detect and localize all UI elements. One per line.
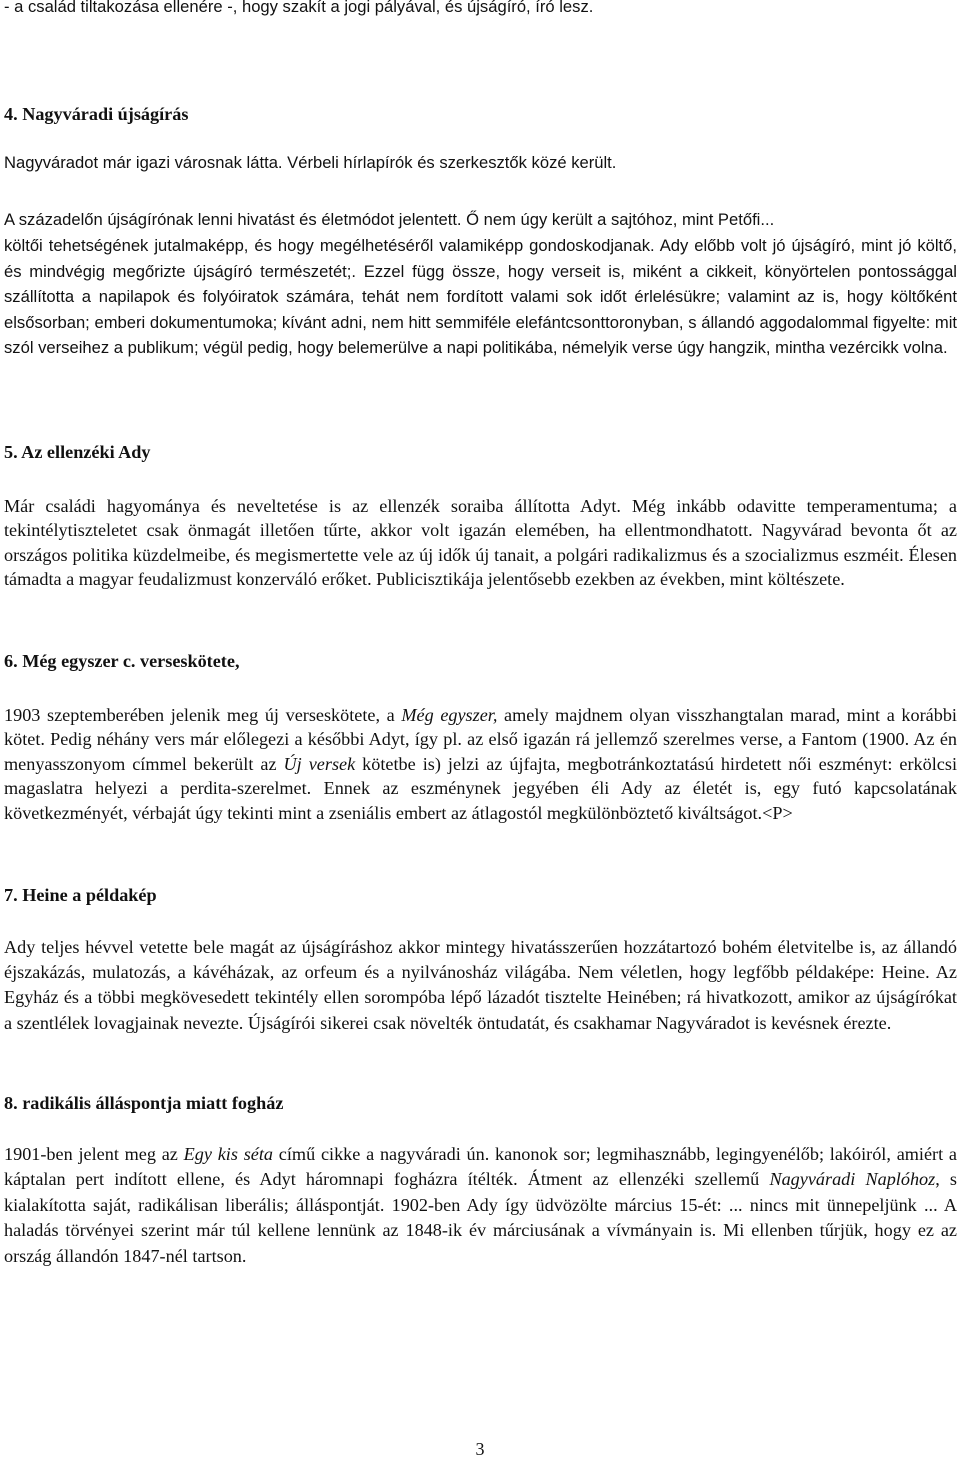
page-number: 3 [475,1439,485,1459]
s8-paragraph-1 [4,1142,957,1269]
s6-paragraph-1 [4,703,957,825]
s8-article-title: Egy kis séta [183,1144,274,1164]
heading-7: 7. Heine a példakép [4,885,157,905]
heading-6: 6. Még egyszer c. verseskötete, [4,651,240,671]
intro-line: - a család tiltakozása ellenére -, hogy szakít a jogi pályával, és újságíró, író lesz. [4,0,594,16]
s4-paragraph-1: Nagyváradot már igazi városnak látta. Vérbeli hírlapírók és szerkesztők közé került. [4,153,617,172]
s6-text-c: kötetbe is) jelzi az újfajta, megbotránkoztatású hirdetett női eszményt: erkölcsi magaslatra helyezi a perdita-szerelmet. Ennek az eszménynek jegyében éli Ady az életét is, egy futó kapcsolatának következményét, vérbaját úgy tekinti mint a zseniális embert az átlagostól megkülönböztető kiváltságot.<P> [4,753,957,823]
s7-paragraph-1: Ady teljes hévvel vetette bele magát az újságíráshoz akkor mintegy hivatásszerűen hozzátartozó bohém életvitelbe is, az állandó éjszakázás, mulatozás, a kávéházak, az orfeum és a nyilvánosház világába. Nem véletlen, hogy legfőbb példaképe: Heine. Az Egyház és a többi megkövesedett tekintély ellen sorompóba lépő lázadót tisztelte Heinében; rá hivatkozott, amikor az újságírókat a szentlélek lovagjainak nevezte. Újságírói sikerei csak növelték öntudatát, és csakhamar Nagyváradot is kevésnek érezte. [4,937,957,1033]
s6-book-title-1: Még egyszer, [401,705,498,725]
s4-paragraph-2: A századelőn újságírónak lenni hivatást és életmódot jelentett. Ő nem úgy került a sajtóhoz, mint Petőfi... [4,210,775,229]
heading-4: 4. Nagyváradi újságírás [4,104,189,124]
heading-5: 5. Az ellenzéki Ady [4,442,151,462]
s5-paragraph-1: Már családi hagyománya és neveltetése is az ellenzék soraiba állította Adyt. Még inkább odavitte temperamentuma; a tekintélytiszteletet csak önmagát illetően tűrte, akkor volt igazán elemében, ha ellentmondhatott. Nagyvárad bevonta őt az országos politika küzdelmeibe, és megismertette vele az új idők új tanait, a polgári radikalizmus és a szocializmus eszméit. Élesen támadta a magyar feudalizmust konzerváló erőket. Publicisztikája jelentősebb ezekben az években, mint költészete. [4,496,957,590]
s8-text-b: című cikke a nagyváradi ún. kanonok sor; legmihasznább, legingyenélőb; lakóiról, amiért a káptalan pert indított ellene, és Adyt háromnapi fogházra ítélték. Átment az ellenzéki szellemű [4,1144,957,1190]
s6-book-title-2: Új versek [283,753,356,774]
s8-text-c: , s kialakította saját, radikálisan liberális; álláspontját. 1902-ben Ady így üdvözölte március 15-ét: ... nincs mit ünnepeljünk ... A haladás törvényei szerint már túl kellene lennünk az 1848-ik év márciusának a vívmányain is. Mi ellenben tűrjük, hogy ez az ország állandón 1847-nél tartson. [4,1169,958,1266]
s4-paragraph-2-cont: költői tehetségének jutalmaképp, és hogy megélhetéséről valamiképp gondoskodjanak. Ady előbb volt jó újságíró, mint jó költő, és mindvégig megőrizte újságíró természetét;. Ezzel függ össze, hogy verseit is, miként a cikkeit, könyörtelen pontossággal szállította a napilapok és folyóiratok számára, tehát nem fordított valami sok időt érlelésükre; valamint az is, hogy költőként elsősorban; emberi dokumentumoka; kívánt adni, nem hitt semmiféle elefántcsonttoronyban, s állandó aggodalommal figyelte: mit szól verseihez a publikum; végül pedig, hogy belemerülve a napi politikába, némelyik verse úgy hangzik, mintha vezércikk volna. [4,236,957,358]
s6-text-a: 1903 szeptemberében jelenik meg új verseskötete, a [4,705,402,725]
s8-newspaper-title: Nagyváradi Naplóhoz [769,1169,936,1190]
heading-8: 8. radikális álláspontja miatt fogház [4,1093,284,1113]
s6-text-b: amely majdnem olyan visszhangtalan marad, mint a korábbi kötet. Pedig néhány vers már előlegezi a későbbi Adyt, így pl. az első igazán rá jellemző szerelmes verse, a Fantom (1900. Az én menyasszonyom címmel bekerült az [4,705,957,774]
s8-text-a: 1901-ben jelent meg az [4,1144,184,1164]
